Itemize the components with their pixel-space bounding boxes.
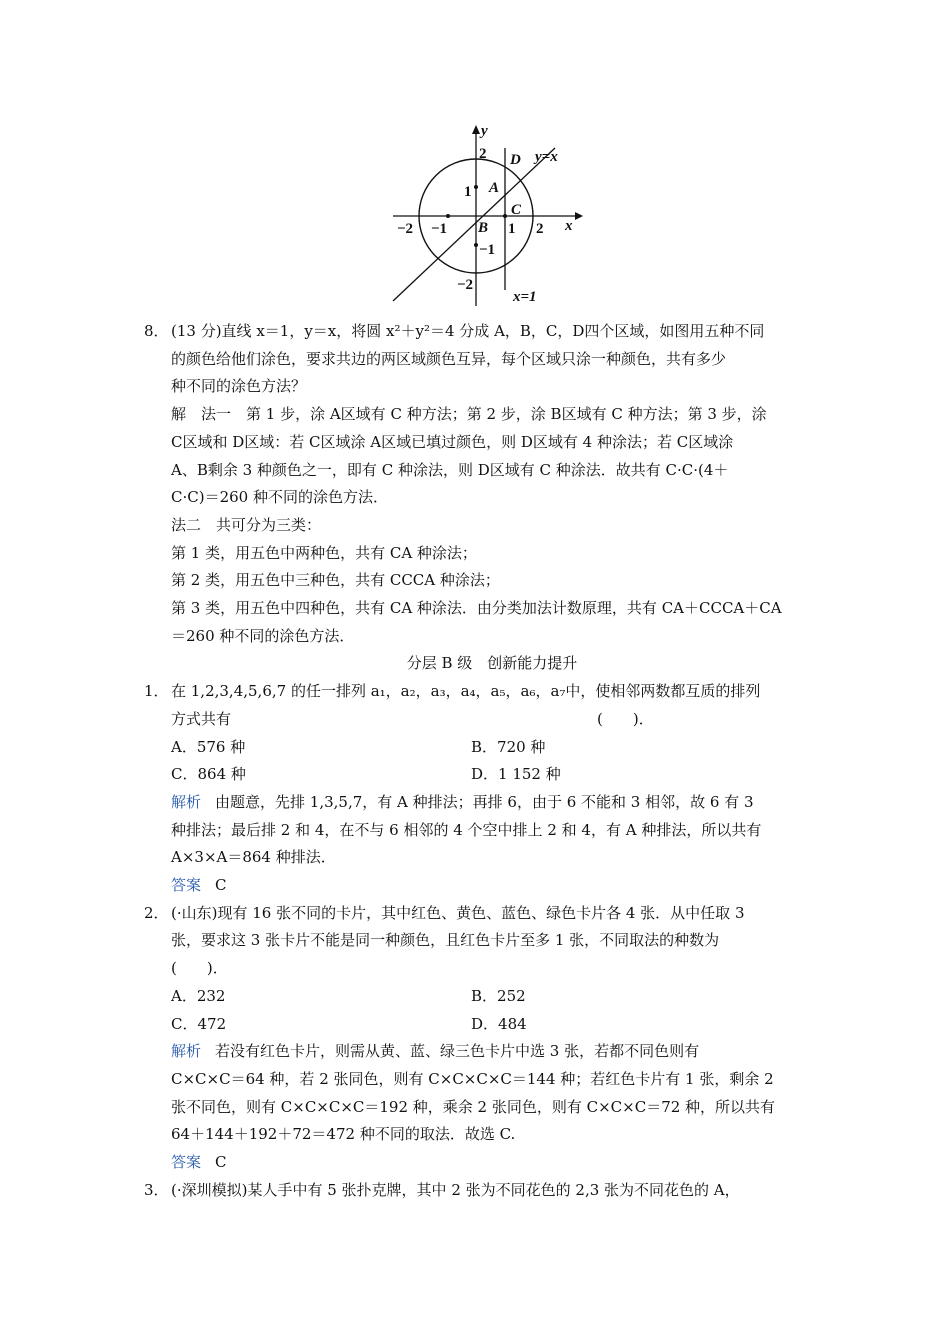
y-tick-neg1: −1: [479, 242, 496, 258]
q2-analysis-text: 若没有红色卡片，则需从黄、蓝、绿三色卡片中选 3 张，若都不同色则有: [215, 1042, 700, 1061]
q2-answer-line: [142, 1149, 842, 1177]
q2-answer: C: [215, 1153, 227, 1172]
q8-number: 8．: [144, 322, 169, 340]
q2-option-d: D．484: [471, 1014, 527, 1033]
q8-solution-line: 法二 共可分为三类：: [171, 515, 322, 534]
tick-dot-x-1: [446, 214, 450, 218]
q2-option-c: C．472: [171, 1014, 227, 1033]
y-axis-label: y: [481, 123, 488, 139]
q2-text: (·山东)现有 16 张不同的卡片，其中红色、黄色、蓝色、绿色卡片各 4 张．从中任取 3: [171, 903, 745, 922]
section-title: 分层 B 级 创新能力提升: [406, 654, 578, 673]
q1-analysis-line: [142, 789, 842, 817]
q1-option-d: D．1 152 种: [471, 765, 561, 784]
q1-analysis-line: A×3×A＝864 种排法．: [171, 848, 336, 867]
q1-options-row: [142, 761, 842, 789]
x-tick-1: 1: [508, 221, 516, 237]
y-tick-neg2: −2: [457, 277, 474, 293]
q2-number: 2．: [144, 903, 169, 922]
q2-option-a: A．232: [171, 986, 226, 1005]
x-axis-label: x: [565, 218, 573, 234]
q2-analysis-line: C×C×C＝64 种，若 2 张同色，则有 C×C×C×C＝144 种；若红色卡片有 1 张，剩余 2: [171, 1069, 774, 1088]
region-a-label: A: [489, 180, 500, 196]
line-yx-label: y=x: [535, 149, 558, 165]
q2-analysis-line: 64＋144＋192＋72＝472 种不同的取法．故选 C.: [171, 1125, 516, 1144]
q1-text: 方式共有: [171, 709, 232, 728]
x-tick-neg2: −2: [397, 221, 414, 237]
q8-solution-line: C区域和 D区域：若 C区域涂 A区域已填过颜色，则 D区域有 4 种涂法；若 C区域涂: [171, 432, 734, 451]
q1-line: [142, 678, 842, 706]
q1-answer-label: 答案: [171, 876, 202, 895]
q8-solution-line: C·C)＝260 种不同的涂色方法．: [171, 488, 388, 507]
x-tick-2: 2: [536, 221, 544, 237]
q2-options-row: [142, 983, 842, 1011]
q8-solution-line: ＝260 种不同的涂色方法．: [171, 626, 355, 645]
x-axis-arrow: [575, 212, 583, 220]
q1-option-b: B．720 种: [471, 737, 546, 756]
q8-text: (13 分)直线 x＝1，y＝x，将圆 x²＋y²＝4 分成 A，B，C，D四个区域，如图用五种不同: [171, 322, 765, 340]
q2-options-row: [142, 1011, 842, 1039]
q1-option-a: A．576 种: [171, 737, 246, 756]
line-x1-label: x=1: [513, 289, 537, 305]
q1-analysis-text: 由题意，先排 1,3,5,7，有 A 种排法；再排 6，由于 6 不能和 3 相邻，故 6 有 3: [215, 792, 754, 811]
figure-svg: [385, 118, 585, 314]
q1-options-row: [142, 734, 842, 762]
q8-solution-line: 第 1 类，用五色中两种色，共有 CA 种涂法；: [171, 543, 477, 562]
q3-line: [142, 1177, 842, 1205]
region-c-label: C: [511, 202, 522, 218]
q8-line: 种不同的涂色方法？: [171, 377, 307, 396]
line-y-equals-x: [393, 148, 555, 301]
q8-solution-line: 解 法一 第 1 步，涂 A区域有 C 种方法；第 2 步，涂 B区域有 C 种方法；第 3 步，涂: [171, 405, 767, 424]
y-tick-1: 1: [464, 184, 472, 200]
document-body: [142, 318, 842, 1205]
q3-text: (·深圳模拟)某人手中有 5 张扑克牌，其中 2 张为不同花色的 2,3 张为不同花色的 A，: [171, 1180, 740, 1199]
q8-solution-line: A、B剩余 3 种颜色之一，即有 C 种涂法，则 D区域有 C 种涂法．故共有 C·C·(4＋: [171, 460, 729, 479]
y-axis-arrow: [472, 125, 480, 134]
region-d-label: D: [510, 152, 521, 168]
q1-number: 1．: [144, 682, 169, 701]
q1-line: [142, 706, 842, 734]
q8-solution-line: 第 3 类，用五色中四种色，共有 CA 种涂法．由分类加法计数原理，共有 CA＋CCCA＋CA: [171, 599, 782, 618]
q1-text: 在 1,2,3,4,5,6,7 的任一排列 a₁，a₂，a₃，a₄，a₅，a₆，a₇中，使相邻两数都互质的排列: [171, 682, 761, 701]
q1-answer-line: [142, 872, 842, 900]
tick-dot-x1: [503, 214, 507, 218]
q1-paren: ( )．: [597, 709, 654, 728]
q2-analysis-line: 张不同色，则有 C×C×C×C＝192 种，乘余 2 张同色，则有 C×C×C＝72 种，所以共有: [171, 1097, 776, 1116]
q1-analysis-label: 解析: [171, 792, 202, 811]
q1-option-c: C．864 种: [171, 765, 246, 784]
coordinate-figure: [385, 118, 585, 314]
x-tick-neg1: −1: [431, 221, 448, 237]
q2-line: ( )．: [171, 959, 228, 978]
q2-analysis-line: [142, 1038, 842, 1066]
tick-dot-y1: [474, 185, 478, 189]
q8-line: [142, 318, 842, 346]
y-tick-2: 2: [479, 146, 487, 162]
q8-solution-line: 第 2 类，用五色中三种色，共有 CCCA 种涂法；: [171, 571, 500, 590]
q2-analysis-label: 解析: [171, 1042, 202, 1061]
tick-dot-y-1: [474, 243, 478, 247]
q2-line: [142, 900, 842, 928]
q2-line: 张，要求这 3 张卡片不能是同一种颜色，且红色卡片至多 1 张，不同取法的种数为: [171, 931, 720, 950]
q3-number: 3．: [144, 1180, 169, 1199]
q2-answer-label: 答案: [171, 1153, 202, 1172]
q8-line: 的颜色给他们涂色，要求共边的两区域颜色互异，每个区域只涂一种颜色，共有多少: [171, 349, 727, 368]
region-b-label: B: [478, 220, 489, 236]
q1-answer: C: [215, 876, 227, 895]
q2-option-b: B．252: [471, 986, 526, 1005]
q1-analysis-line: 种排法；最后排 2 和 4，在不与 6 相邻的 4 个空中排上 2 和 4，有 A 种排法，所以共有: [171, 820, 762, 839]
